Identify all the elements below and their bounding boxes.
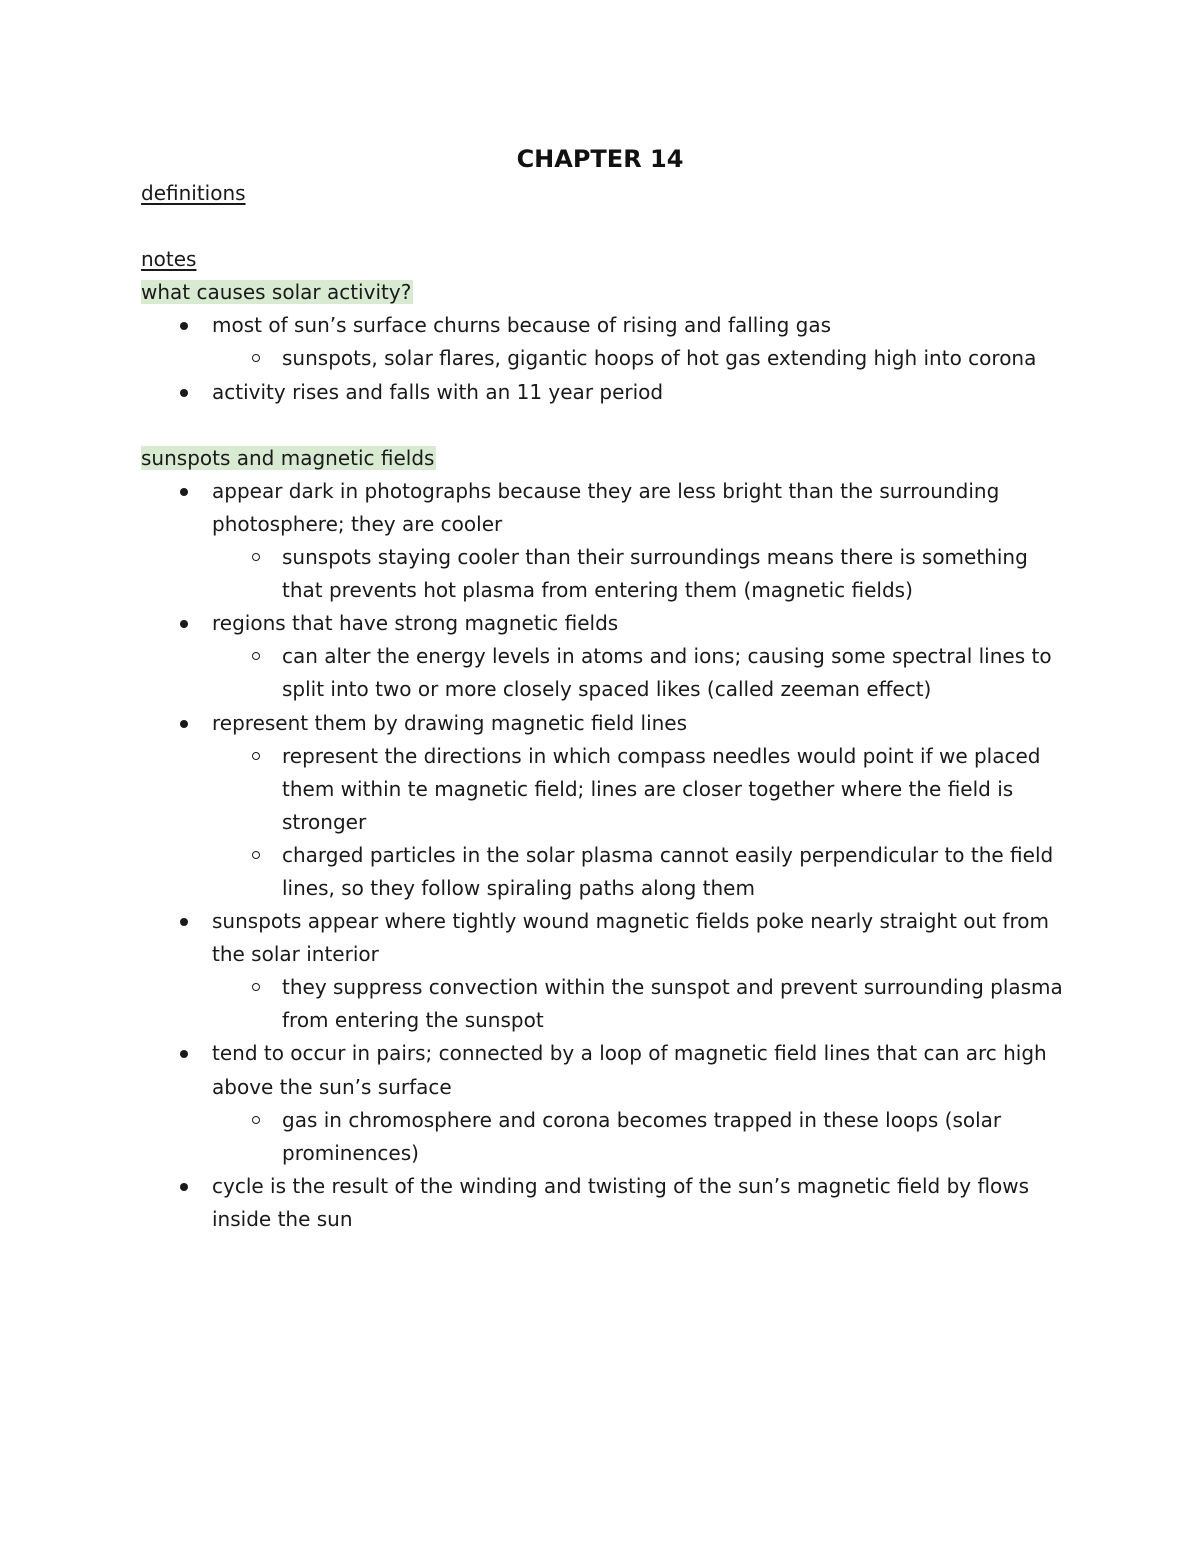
hollow-bullet-icon <box>252 1116 260 1124</box>
sub-list-item-text: can alter the energy levels in atoms and ions; causing some spectral lines to split into two or more closely spaced likes (called zeeman effect) <box>282 644 1052 702</box>
sub-bullet-list <box>212 541 1071 607</box>
sub-bullet-list <box>212 740 1071 905</box>
section-heading-sunspots: sunspots and magnetic fields <box>141 445 435 470</box>
sub-list-item <box>212 1104 1071 1170</box>
list-item <box>141 905 1071 1037</box>
hollow-bullet-icon <box>252 354 260 362</box>
hollow-bullet-icon <box>252 553 260 561</box>
filled-bullet-icon <box>180 1050 188 1058</box>
list-item-text: activity rises and falls with an 11 year period <box>212 379 664 404</box>
filled-bullet-icon <box>180 389 188 397</box>
sub-list-item <box>212 640 1071 706</box>
definitions-label: definitions <box>141 181 246 205</box>
sub-list-item-text: gas in chromosphere and corona becomes trapped in these loops (solar prominences) <box>282 1107 1002 1165</box>
sub-bullet-list <box>212 342 1071 375</box>
filled-bullet-icon <box>180 1183 188 1191</box>
sub-list-item-text: they suppress convection within the sunspot and prevent surrounding plasma from entering the sunspot <box>282 975 1063 1033</box>
sub-list-item <box>212 839 1071 905</box>
bullet-list-solar-activity <box>141 309 1071 408</box>
list-item-text: most of sun’s surface churns because of rising and falling gas <box>212 313 832 338</box>
chapter-title: CHAPTER 14 <box>516 145 684 173</box>
sub-list-item <box>212 740 1071 839</box>
list-item <box>141 1037 1071 1169</box>
notes-label: notes <box>141 247 197 272</box>
filled-bullet-icon <box>180 720 188 728</box>
sub-list-item-text: represent the directions in which compass needles would point if we placed them within te magnetic field; lines are closer together where the field is stronger <box>282 743 1041 834</box>
sub-list-item <box>212 541 1071 607</box>
list-item-text: sunspots appear where tightly wound magnetic fields poke nearly straight out from the solar interior <box>212 909 1049 967</box>
filled-bullet-icon <box>180 322 188 330</box>
list-item <box>141 707 1071 906</box>
sub-list-item-text: charged particles in the solar plasma cannot easily perpendicular to the field lines, so they follow spiraling paths along them <box>282 842 1054 900</box>
section-heading-solar-activity: what causes solar activity? <box>141 280 412 305</box>
list-item-text: cycle is the result of the winding and twisting of the sun’s magnetic field by flows inside the sun <box>212 1173 1030 1231</box>
list-item <box>141 309 1071 375</box>
sub-list-item-text: sunspots staying cooler than their surroundings means there is something that prevents hot plasma from entering them (magnetic fields) <box>282 545 1028 603</box>
notes-body <box>141 177 1071 1236</box>
list-item-text: regions that have strong magnetic fields <box>212 611 619 636</box>
filled-bullet-icon <box>180 918 188 926</box>
list-item-text: appear dark in photographs because they are less bright than the surrounding photosphere; they are cooler <box>212 478 1000 536</box>
list-item <box>141 607 1071 706</box>
filled-bullet-icon <box>180 620 188 628</box>
filled-bullet-icon <box>180 488 188 496</box>
list-item <box>141 475 1071 607</box>
list-item <box>141 1170 1071 1236</box>
sub-list-item-text: sunspots, solar flares, gigantic hoops of hot gas extending high into corona <box>282 346 1037 371</box>
list-item-text: tend to occur in pairs; connected by a loop of magnetic field lines that can arc high above the sun’s surface <box>212 1041 1047 1099</box>
bullet-list-sunspots <box>141 475 1071 1236</box>
hollow-bullet-icon <box>252 983 260 991</box>
blank-line <box>141 210 1071 243</box>
list-item <box>141 376 1071 409</box>
list-item-text: represent them by drawing magnetic field lines <box>212 710 688 735</box>
sub-list-item <box>212 971 1071 1037</box>
hollow-bullet-icon <box>252 752 260 760</box>
sub-bullet-list <box>212 640 1071 706</box>
sub-bullet-list <box>212 1104 1071 1170</box>
sub-list-item <box>212 342 1071 375</box>
blank-line <box>141 409 1071 442</box>
hollow-bullet-icon <box>252 652 260 660</box>
sub-bullet-list <box>212 971 1071 1037</box>
hollow-bullet-icon <box>252 851 260 859</box>
